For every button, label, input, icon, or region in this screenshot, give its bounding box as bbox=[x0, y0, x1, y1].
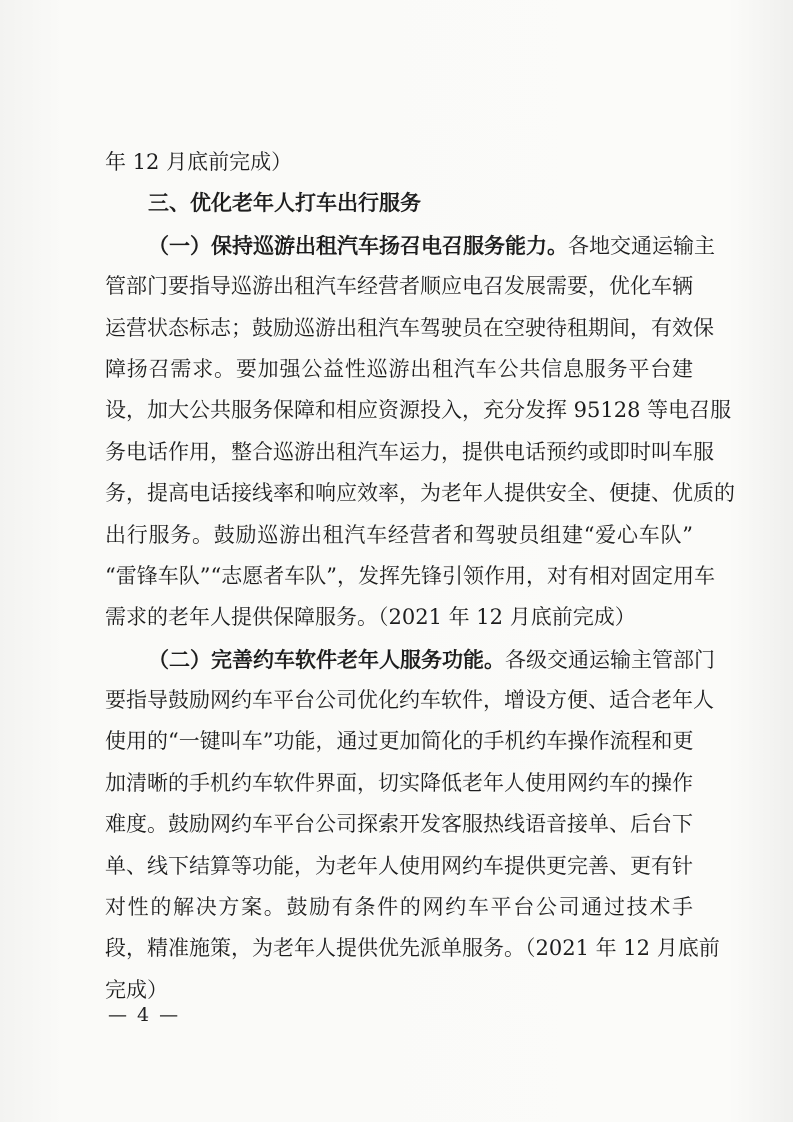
text-line-5: 运营状态标志；鼓励巡游出租汽车驾驶员在空驶待租期间，有效保 bbox=[105, 315, 714, 340]
text-line-12: 需求的老年人提供保障服务。（2021 年 12 月底前完成） bbox=[105, 605, 636, 630]
text-line-17: 难度。鼓励网约车平台公司探索开发客服热线语音接单、后台下 bbox=[105, 812, 693, 837]
text-line-6: 障扬召需求。要加强公益性巡游出租汽车公共信息服务平台建 bbox=[105, 356, 693, 381]
document-body bbox=[105, 142, 735, 1011]
text-line-21: 完成） bbox=[105, 977, 168, 1002]
text-line-7: 设，加大公共服务保障和相应资源投入，充分发挥 95128 等电召服 bbox=[105, 398, 732, 423]
text-line-10: 出行服务。鼓励巡游出租汽车经营者和驾驶员组建“爱心车队” bbox=[105, 522, 693, 547]
section-heading: 三、优化老年人打车出行服务 bbox=[148, 191, 421, 216]
subsection-heading-2: （二）完善约车软件老年人服务功能。 bbox=[148, 646, 505, 672]
text-line-19: 对性的解决方案。鼓励有条件的网约车平台公司通过技术手 bbox=[105, 895, 693, 920]
text-line-3 bbox=[105, 225, 715, 266]
subsection-heading-1: （一）保持巡游出租汽车扬召电召服务能力。 bbox=[148, 232, 568, 258]
text-line-18: 单、线下结算等功能，为老年人使用网约车提供更完善、更有针 bbox=[105, 853, 693, 878]
text-line-16: 加清晰的手机约车软件界面，切实降低老年人使用网约车的操作 bbox=[105, 770, 693, 795]
text-line-9: 务，提高电话接线率和响应效率，为老年人提供安全、便捷、优质的 bbox=[105, 481, 735, 506]
text-line-13-rest: 各级交通运输主管部门 bbox=[505, 647, 715, 672]
text-line-4: 管部门要指导巡游出租汽车经营者顺应电召发展需要，优化车辆 bbox=[105, 274, 693, 299]
text-line-15: 使用的“一键叫车”功能，通过更加简化的手机约车操作流程和更 bbox=[105, 729, 694, 754]
text-line-14: 要指导鼓励网约车平台公司优化约车软件，增设方便、适合老年人 bbox=[105, 688, 714, 713]
text-line-11: “雷锋车队”“志愿者车队”，发挥先锋引领作用，对有相对固定用车 bbox=[105, 563, 715, 588]
text-line-13 bbox=[105, 639, 715, 680]
text-line-20: 段，精准施策，为老年人提供优先派单服务。（2021 年 12 月底前 bbox=[105, 936, 720, 961]
text-line-3-rest: 各地交通运输主 bbox=[568, 233, 715, 258]
page-number: — 4 — bbox=[108, 1004, 181, 1026]
text-line-1: 年 12 月底前完成） bbox=[105, 150, 293, 174]
text-line-8: 务电话作用，整合巡游出租汽车运力，提供电话预约或即时叫车服 bbox=[105, 439, 714, 464]
